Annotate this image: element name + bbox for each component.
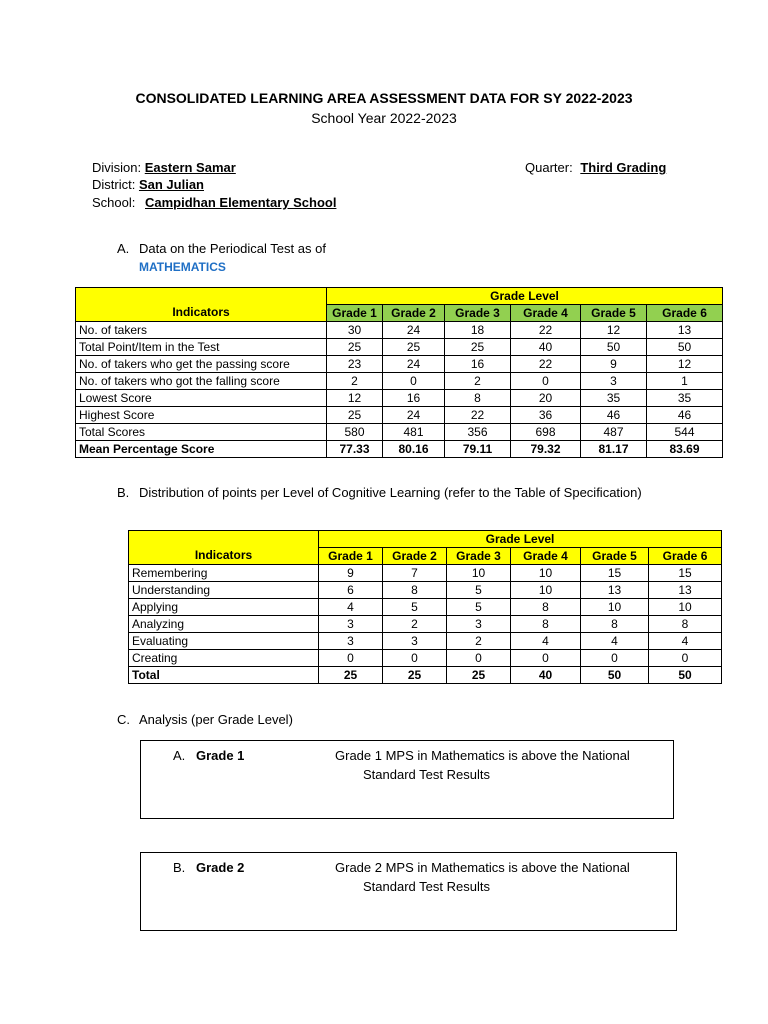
table-cell: 2 xyxy=(447,633,511,650)
grade-level-header: Grade Level xyxy=(319,531,722,548)
page-title: CONSOLIDATED LEARNING AREA ASSESSMENT DATA FOR SY 2022-2023 xyxy=(135,90,633,106)
table-cell: 22 xyxy=(511,356,581,373)
table-cell: 25 xyxy=(445,339,511,356)
table-row xyxy=(76,441,723,458)
district-value: San Julian xyxy=(138,177,204,192)
table-cell: 50 xyxy=(649,667,722,684)
grade-header: Grade 4 xyxy=(511,305,581,322)
quarter-label: Quarter: xyxy=(525,160,573,175)
table-cell: 15 xyxy=(581,565,649,582)
table-cell: 79.11 xyxy=(445,441,511,458)
grade-header: Grade 2 xyxy=(383,305,445,322)
table-cell: 50 xyxy=(581,339,647,356)
section-c-title: Analysis (per Grade Level) xyxy=(139,712,293,727)
section-c-marker: C. xyxy=(117,712,130,727)
table-cell: 35 xyxy=(647,390,723,407)
analysis-text-line1: Grade 2 MPS in Mathematics is above the National xyxy=(335,860,630,875)
table-cell: 81.17 xyxy=(581,441,647,458)
row-label: Analyzing xyxy=(129,616,319,633)
row-label: No. of takers xyxy=(76,322,327,339)
table-cell: 481 xyxy=(383,424,445,441)
grade-header: Grade 5 xyxy=(581,548,649,565)
grade-header: Grade 2 xyxy=(383,548,447,565)
row-label: Lowest Score xyxy=(76,390,327,407)
analysis-marker: B. xyxy=(173,860,186,875)
table-cell: 15 xyxy=(649,565,722,582)
table-cell: 0 xyxy=(319,650,383,667)
table-cell: 10 xyxy=(447,565,511,582)
table-cell: 3 xyxy=(319,616,383,633)
table-cell: 0 xyxy=(581,650,649,667)
row-label: Understanding xyxy=(129,582,319,599)
row-label: Evaluating xyxy=(129,633,319,650)
periodical-test-table xyxy=(75,287,723,458)
table-row xyxy=(129,582,722,599)
table-cell: 83.69 xyxy=(647,441,723,458)
table-cell: 8 xyxy=(649,616,722,633)
table-cell: 13 xyxy=(647,322,723,339)
table-row xyxy=(76,407,723,424)
school-label: School: xyxy=(92,195,136,210)
table-cell: 25 xyxy=(447,667,511,684)
district-row xyxy=(92,177,204,192)
grade-header: Grade 6 xyxy=(647,305,723,322)
district-label: District: xyxy=(92,177,136,192)
row-label: No. of takers who get the passing score xyxy=(76,356,327,373)
table-cell: 6 xyxy=(319,582,383,599)
table-cell: 25 xyxy=(319,667,383,684)
grade-header: Grade 3 xyxy=(447,548,511,565)
analysis-text-line2: Standard Test Results xyxy=(363,767,490,782)
table-cell: 13 xyxy=(581,582,649,599)
table-row xyxy=(76,356,723,373)
analysis-box-grade-2 xyxy=(140,852,677,931)
table-cell: 2 xyxy=(327,373,383,390)
table-cell: 5 xyxy=(447,599,511,616)
table-cell: 22 xyxy=(511,322,581,339)
indicator-header-top xyxy=(76,288,327,305)
table-cell: 40 xyxy=(511,339,581,356)
table-row xyxy=(76,322,723,339)
analysis-grade: Grade 2 xyxy=(196,860,245,875)
table-cell: 3 xyxy=(319,633,383,650)
cognitive-distribution-table xyxy=(128,530,722,684)
table-cell: 12 xyxy=(327,390,383,407)
row-label: Remembering xyxy=(129,565,319,582)
table-cell: 10 xyxy=(581,599,649,616)
page-subtitle: School Year 2022-2023 xyxy=(311,110,457,126)
table-cell: 13 xyxy=(649,582,722,599)
table-row xyxy=(76,390,723,407)
grade-header: Grade 3 xyxy=(445,305,511,322)
row-label: No. of takers who got the falling score xyxy=(76,373,327,390)
table-cell: 7 xyxy=(383,565,447,582)
table-cell: 698 xyxy=(511,424,581,441)
school-row xyxy=(92,195,336,210)
table-cell: 8 xyxy=(445,390,511,407)
table-cell: 36 xyxy=(511,407,581,424)
table-cell: 22 xyxy=(445,407,511,424)
table-cell: 50 xyxy=(647,339,723,356)
division-row xyxy=(92,160,236,175)
quarter-value: Third Grading xyxy=(580,160,667,175)
table-cell: 50 xyxy=(581,667,649,684)
grade-header: Grade 1 xyxy=(327,305,383,322)
row-label: Mean Percentage Score xyxy=(76,441,327,458)
table-cell: 3 xyxy=(447,616,511,633)
table-row xyxy=(129,633,722,650)
section-b-marker: B. xyxy=(117,485,130,500)
table-cell: 24 xyxy=(383,407,445,424)
grade-level-header: Grade Level xyxy=(327,288,723,305)
table-cell: 12 xyxy=(581,322,647,339)
table-cell: 30 xyxy=(327,322,383,339)
indicators-header: Indicators xyxy=(129,548,319,565)
table-row xyxy=(129,667,722,684)
indicator-header-top xyxy=(129,531,319,548)
table-cell: 24 xyxy=(383,322,445,339)
table-cell: 5 xyxy=(447,582,511,599)
grade-header: Grade 5 xyxy=(581,305,647,322)
table-row xyxy=(129,650,722,667)
table-row xyxy=(129,599,722,616)
table-cell: 12 xyxy=(647,356,723,373)
table-cell: 46 xyxy=(581,407,647,424)
row-label: Total Scores xyxy=(76,424,327,441)
table-cell: 0 xyxy=(383,650,447,667)
table-cell: 77.33 xyxy=(327,441,383,458)
division-label: Division: xyxy=(92,160,142,175)
table-cell: 10 xyxy=(511,565,581,582)
table-cell: 1 xyxy=(647,373,723,390)
grade-header: Grade 4 xyxy=(511,548,581,565)
table-cell: 0 xyxy=(511,650,581,667)
table-cell: 80.16 xyxy=(383,441,445,458)
table-cell: 23 xyxy=(327,356,383,373)
table-cell: 79.32 xyxy=(511,441,581,458)
table-cell: 10 xyxy=(511,582,581,599)
table-cell: 0 xyxy=(511,373,581,390)
section-a-title: Data on the Periodical Test as of xyxy=(139,241,326,256)
table-cell: 24 xyxy=(383,356,445,373)
division-value: Eastern Samar xyxy=(144,160,236,175)
table-cell: 3 xyxy=(581,373,647,390)
row-label: Total Point/Item in the Test xyxy=(76,339,327,356)
table-cell: 8 xyxy=(383,582,447,599)
table-cell: 5 xyxy=(383,599,447,616)
table-cell: 10 xyxy=(649,599,722,616)
school-value: Campidhan Elementary School xyxy=(145,195,337,210)
table-cell: 16 xyxy=(383,390,445,407)
table-row xyxy=(129,616,722,633)
quarter-row xyxy=(525,160,666,175)
analysis-text-line1: Grade 1 MPS in Mathematics is above the National xyxy=(335,748,630,763)
table-cell: 8 xyxy=(511,616,581,633)
table-cell: 487 xyxy=(581,424,647,441)
table-cell: 9 xyxy=(319,565,383,582)
table-cell: 4 xyxy=(319,599,383,616)
table-cell: 0 xyxy=(649,650,722,667)
table-cell: 2 xyxy=(445,373,511,390)
row-label: Creating xyxy=(129,650,319,667)
table-cell: 356 xyxy=(445,424,511,441)
table-row xyxy=(129,565,722,582)
indicators-header: Indicators xyxy=(76,305,327,322)
row-label: Total xyxy=(129,667,319,684)
section-a-marker: A. xyxy=(117,241,130,256)
table-cell: 46 xyxy=(647,407,723,424)
table-cell: 35 xyxy=(581,390,647,407)
table-cell: 25 xyxy=(383,667,447,684)
table-cell: 16 xyxy=(445,356,511,373)
table-cell: 8 xyxy=(581,616,649,633)
table-row xyxy=(76,424,723,441)
table-cell: 4 xyxy=(511,633,581,650)
table-cell: 9 xyxy=(581,356,647,373)
table-cell: 0 xyxy=(383,373,445,390)
analysis-grade: Grade 1 xyxy=(196,748,245,763)
analysis-marker: A. xyxy=(173,748,186,763)
table-cell: 544 xyxy=(647,424,723,441)
table-cell: 4 xyxy=(649,633,722,650)
row-label: Applying xyxy=(129,599,319,616)
table-cell: 25 xyxy=(327,339,383,356)
section-b-title: Distribution of points per Level of Cognitive Learning (refer to the Table of Specification) xyxy=(139,485,642,500)
table-cell: 2 xyxy=(383,616,447,633)
table-row xyxy=(76,373,723,390)
table-cell: 580 xyxy=(327,424,383,441)
table-cell: 4 xyxy=(581,633,649,650)
grade-header: Grade 1 xyxy=(319,548,383,565)
table-cell: 3 xyxy=(383,633,447,650)
table-cell: 25 xyxy=(383,339,445,356)
table-row xyxy=(76,339,723,356)
row-label: Highest Score xyxy=(76,407,327,424)
table-cell: 20 xyxy=(511,390,581,407)
table-cell: 18 xyxy=(445,322,511,339)
analysis-box-grade-1 xyxy=(140,740,674,819)
table-cell: 40 xyxy=(511,667,581,684)
table-cell: 25 xyxy=(327,407,383,424)
grade-header: Grade 6 xyxy=(649,548,722,565)
subject-label: MATHEMATICS xyxy=(139,260,226,274)
table-cell: 0 xyxy=(447,650,511,667)
analysis-text-line2: Standard Test Results xyxy=(363,879,490,894)
table-cell: 8 xyxy=(511,599,581,616)
